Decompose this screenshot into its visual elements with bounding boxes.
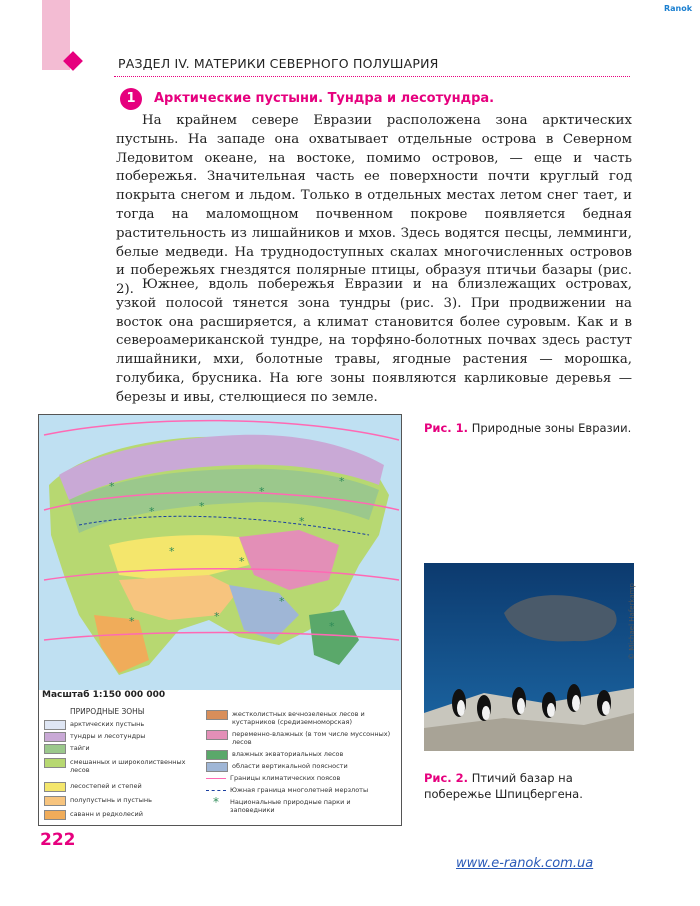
legend-item: Границы климатических поясов [206,774,396,782]
svg-text:*: * [259,485,265,498]
photo-credit: © Michael Haferkamp [628,583,636,660]
legend-item: жестколистных вечнозеленых лесов и кустарников (средиземноморская) [206,710,396,726]
legend-item: саванн и редколесий [44,810,204,820]
section-number-badge: 1 [120,88,142,110]
svg-text:*: * [149,505,155,518]
svg-text:*: * [239,555,245,568]
section-title: Арктические пустыни. Тундра и лесотундра. [154,91,495,106]
bird-colony-photo [424,563,634,751]
legend-item: тундры и лесотундры [44,732,204,742]
legend-item: * Национальные природные парки и заповедники [213,795,351,814]
legend-item: переменно-влажных (в том числе муссонных) лесов [206,730,396,746]
paragraph-arctic-deserts: На крайнем севере Евразии расположена зона арктических пустынь. На западе она охватывает отдельные острова в Северном Ледовитом океане, на востоке, помимо островов, — еще и часть побережья. Значительная часть ее поверхности почти круглый год покрыта снегом и льдом. Только в отдельных местах летом снег тает, и тогда на маломощном почвенном покрове появляется бедная растительность из лишайников и мхов. Здесь водятся песцы, лемминги, белые медведи. На труднодоступных скалах многочисленных островов и побережьях гнездятся полярные птицы, образуя птичьи базары (рис. 2). [116,113,632,298]
legend-item: лесостепей и степей [44,782,204,792]
svg-text:*: * [299,515,305,528]
publisher-logo: Ranok [664,4,693,13]
header-divider [114,76,630,77]
page-number: 222 [40,830,76,850]
legend-item: тайги [44,744,204,754]
svg-text:*: * [169,545,175,558]
svg-text:*: * [109,480,115,493]
legend-item: Южная граница многолетней мерзлоты [206,786,396,794]
svg-text:*: * [329,620,335,633]
legend-item: смешанных и широколиственных лесов [44,758,204,774]
svg-text:*: * [129,615,135,628]
map-scale: Масштаб 1:150 000 000 [42,690,166,700]
legend-item: влажных экваториальных лесов [206,750,396,760]
legend-item: арктических пустынь [44,720,204,730]
figure2-caption: Рис. 2. Птичий базар на побережье Шпицбергена. [424,771,583,801]
paragraph-tundra: Южнее, вдоль побережья Евразии и на близлежащих островах, узкой полосой тянется зона тундры (рис. 3). При продвижении на восток она расширяется, а климат становится более суровым. Как и в североамериканской тундре, на торфяно-болотных почвах здесь растут лишайники, мхи, болотные травы, ягодные растения — морошка, голубика, брусника. На юге зоны появляются карликовые деревья — березы и ивы, стелющиеся по земле. [116,277,632,405]
chapter-header: РАЗДЕЛ IV. МАТЕРИКИ СЕВЕРНОГО ПОЛУШАРИЯ [118,56,439,71]
figure1-caption: Рис. 1. Природные зоны Евразии. [424,421,632,435]
svg-text:*: * [339,475,345,488]
svg-text:*: * [199,500,205,513]
legend-item: области вертикальной поясности [206,762,396,772]
legend-title: ПРИРОДНЫЕ ЗОНЫ [70,707,145,716]
website-link[interactable]: www.e-ranok.com.ua [456,856,594,871]
map-drawing [39,415,401,690]
legend-item: полупустынь и пустынь [44,796,204,806]
svg-text:*: * [214,610,220,623]
svg-text:*: * [279,595,285,608]
